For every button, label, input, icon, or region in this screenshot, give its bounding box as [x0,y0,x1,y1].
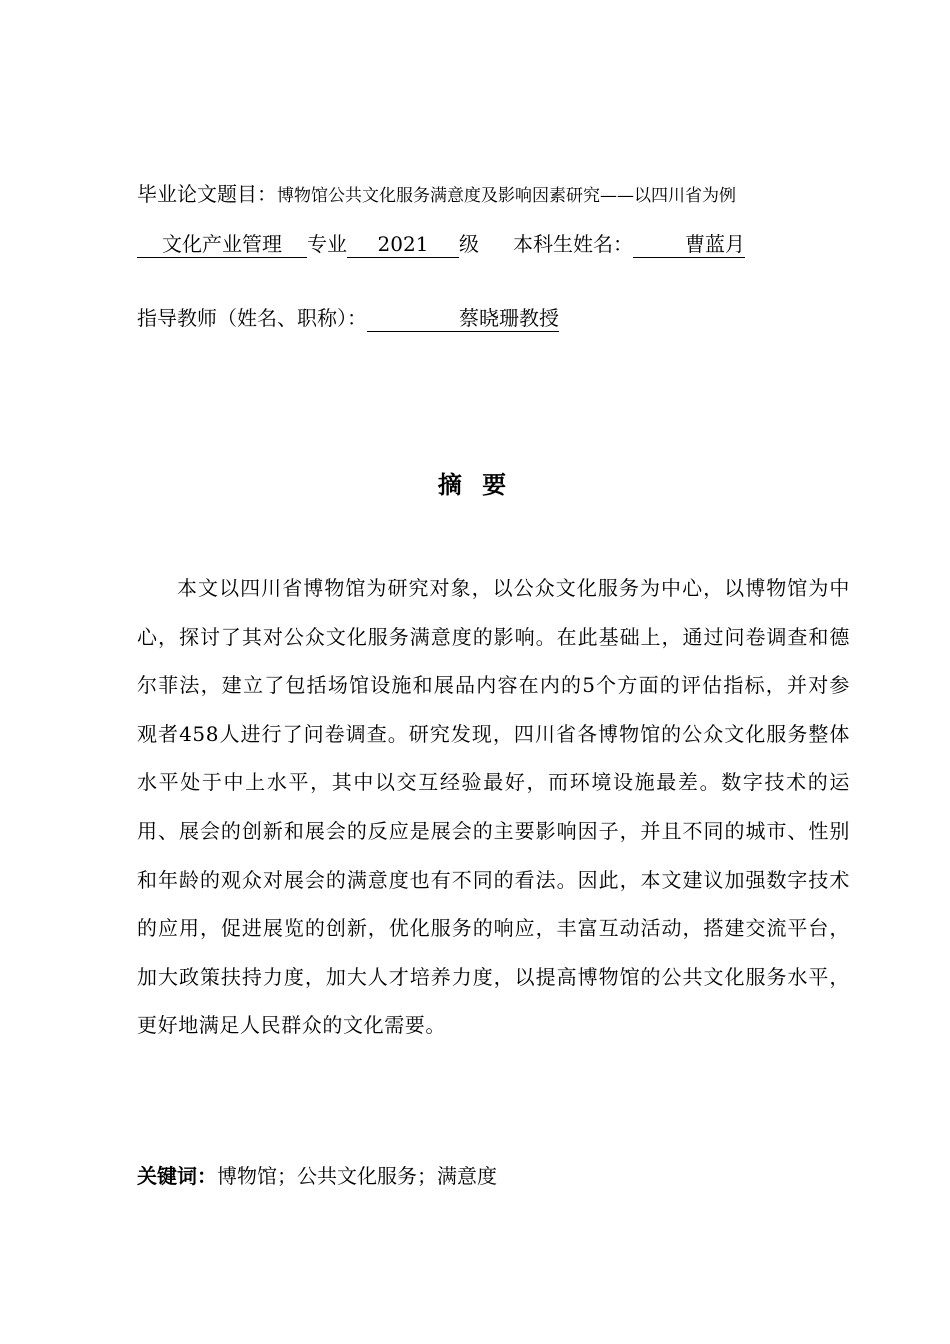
abstract-body: 本文以四川省博物馆为研究对象，以公众文化服务为中心，以博物馆为中心，探讨了其对公众文化服务满意度的影响。在此基础上，通过问卷调查和德尔菲法，建立了包括场馆设施和展品内容在内的5个方面的评估指标，并对参观者458人进行了问卷调查。研究发现，四川省各博物馆的公众文化服务整体水平处于中上水平，其中以交互经验最好，而环境设施最差。数字技术的运用、展会的创新和展会的反应是展会的主要影响因子，并且不同的城市、性别和年龄的观众对展会的满意度也有不同的看法。因此，本文建议加强数字技术的应用，促进展览的创新，优化服务的响应，丰富互动活动，搭建交流平台，加大政策扶持力度，加大人才培养力度，以提高博物馆的公共文化服务水平，更好地满足人民群众的文化需要。 [137,576,850,1038]
student-name-value: 曹蓝月 [633,231,745,258]
thesis-title-value: 博物馆公共文化服务满意度及影响因素研究——以四川省为例 [277,186,736,206]
major-value: 文化产业管理 [137,231,307,258]
major-label: 专业 [307,232,347,256]
thesis-title-line [137,178,736,207]
grade-label: 级 [459,232,479,256]
advisor-value: 蔡晓珊教授 [367,305,559,332]
student-info-line [137,228,745,258]
abstract-heading: 摘 要 [437,471,513,499]
keywords-value: 博物馆；公共文化服务；满意度 [217,1164,497,1188]
grade-value: 2021 [347,231,459,258]
thesis-title-label: 毕业论文题目： [137,182,277,206]
student-name-label: 本科生姓名： [513,232,633,256]
advisor-label: 指导教师（姓名、职称）： [137,306,367,330]
advisor-line [137,302,559,332]
keywords-line [137,1160,497,1189]
keywords-label: 关键词： [137,1164,217,1188]
